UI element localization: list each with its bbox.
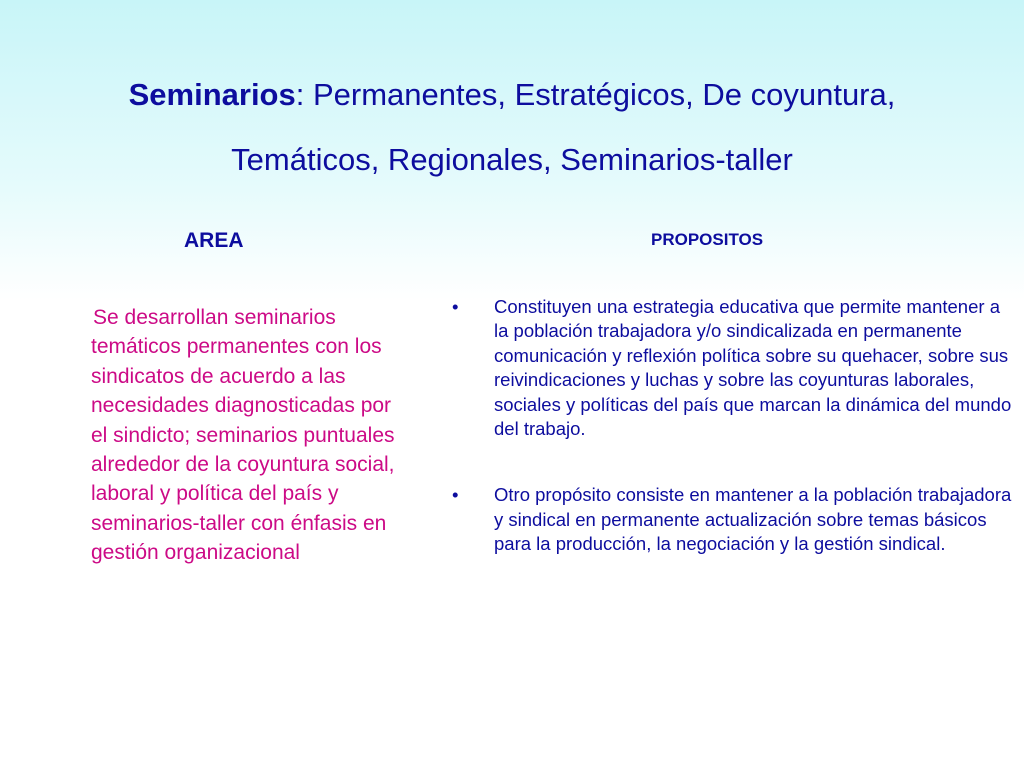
propositos-item-text: Otro propósito consiste en mantener a la población trabajadora y sindical en permanente actualización sobre temas básicos para la producción, la negociación y la gestión sindical. xyxy=(494,484,1012,555)
title-keyword: Seminarios xyxy=(128,77,296,112)
propositos-item-text: Constituyen una estrategia educativa que permite mantener a la población trabajadora y/o sindicalizada en permanente comunicación y reflexión política sobre su quehacer, sobre sus reivindicaciones y luchas y sobre las coyunturas laborales, sociales y políticas del país que marcan la dinámica del mundo del trabajo. xyxy=(494,296,1012,440)
title-line-1 xyxy=(40,77,984,113)
propositos-heading: PROPOSITOS xyxy=(651,230,764,249)
area-description xyxy=(91,303,411,568)
area-description-text: Se desarrollan seminarios temáticos permanentes con los sindicatos de acuerdo a las necesidades diagnosticadas por el sindicto; seminarios puntuales alrededor de la coyuntura social, laboral y política del país y seminarios-taller con énfasis en gestión organizacional xyxy=(91,306,395,565)
propositos-list xyxy=(452,295,1012,599)
propositos-item xyxy=(452,483,1012,556)
area-heading: AREA xyxy=(184,229,244,252)
title-line-2: Temáticos, Regionales, Seminarios-taller xyxy=(231,142,793,177)
bullet-icon: • xyxy=(452,296,459,317)
title-line-1-rest: : Permanentes, Estratégicos, De coyuntura, xyxy=(295,77,896,112)
bullet-icon: • xyxy=(452,484,459,506)
propositos-item xyxy=(452,295,1012,441)
